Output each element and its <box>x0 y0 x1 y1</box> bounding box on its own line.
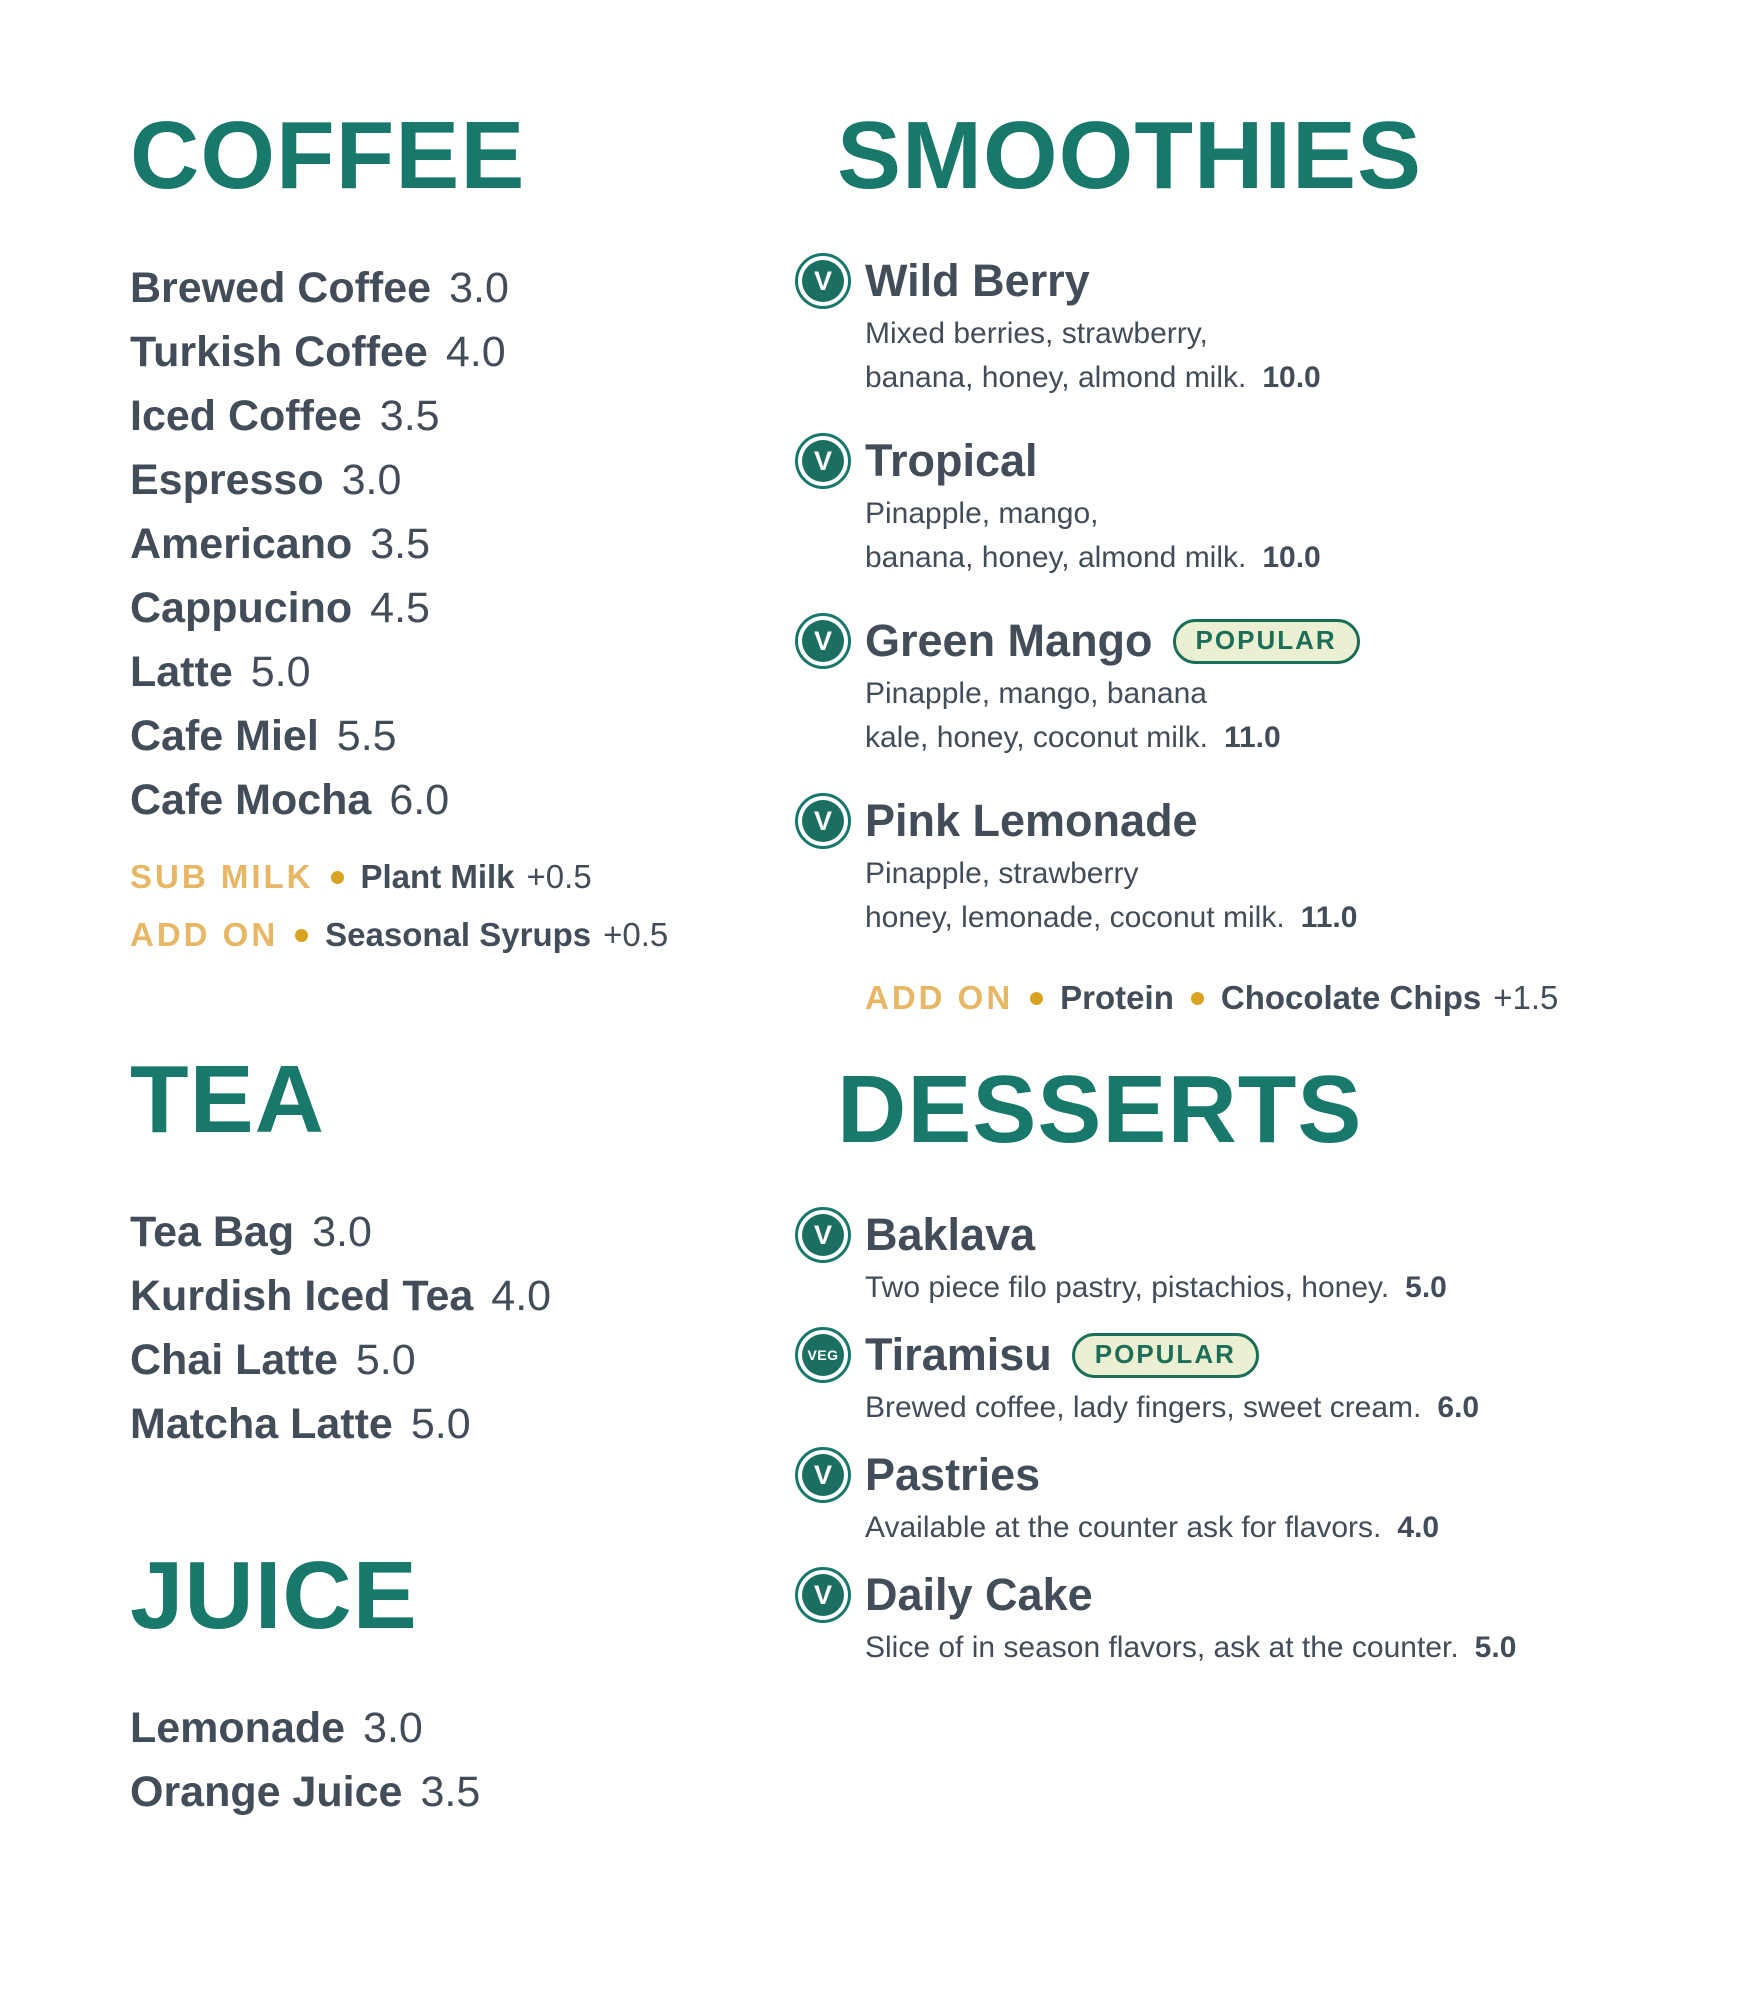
note-option: Protein <box>1060 979 1174 1016</box>
item-name: Tropical <box>865 435 1038 486</box>
coffee-heading: COFFEE <box>130 102 526 209</box>
vegan-icon <box>795 793 851 849</box>
menu-item <box>130 1264 690 1328</box>
juice-list <box>130 1696 690 1824</box>
description-line: honey, lemonade, coconut milk. <box>865 901 1285 934</box>
section-desserts <box>795 1056 1675 1687</box>
vegan-icon-letter: V <box>802 1574 844 1616</box>
vegan-icon <box>795 1207 851 1263</box>
item-name: Green Mango <box>865 615 1153 666</box>
item-price: 3.5 <box>379 392 440 440</box>
description-line: Two piece filo pastry, pistachios, honey. <box>865 1271 1390 1304</box>
item-name: Latte <box>130 648 233 696</box>
note-label: ADD ON <box>130 916 279 953</box>
note-price: +1.5 <box>1493 979 1559 1016</box>
description-line: Pinapple, strawberry <box>865 857 1139 890</box>
juice-heading: JUICE <box>130 1542 418 1649</box>
item-name: Tiramisu <box>865 1329 1052 1380</box>
smoothies-list <box>795 253 1625 937</box>
bullet-dot-icon <box>295 929 308 942</box>
item-name: Brewed Coffee <box>130 264 432 312</box>
item-price: 3.0 <box>341 456 402 504</box>
menu-item <box>130 1200 690 1264</box>
item-price: 5.5 <box>336 712 397 760</box>
section-juice <box>130 1542 690 1824</box>
vegan-icon <box>795 1447 851 1503</box>
section-smoothies <box>795 102 1625 1023</box>
item-price: 3.5 <box>370 520 431 568</box>
menu-item <box>130 1696 690 1760</box>
desserts-list <box>795 1207 1675 1667</box>
menu-item-described <box>795 433 1625 577</box>
menu-item-described <box>795 1327 1675 1427</box>
menu-item-described <box>795 1447 1675 1547</box>
item-price: 5.0 <box>1474 1631 1517 1664</box>
item-description <box>865 359 1625 397</box>
bullet-dot-icon <box>1191 992 1204 1005</box>
smoothies-heading: SMOOTHIES <box>837 102 1423 209</box>
item-price: 5.0 <box>250 648 311 696</box>
description-line: Slice of in season flavors, ask at the counter. <box>865 1631 1459 1664</box>
item-header <box>795 433 1625 489</box>
description-line: kale, honey, coconut milk. <box>865 721 1208 754</box>
item-description <box>865 1389 1675 1427</box>
menu-item <box>130 448 690 512</box>
item-description <box>865 495 1625 533</box>
menu-item <box>130 576 690 640</box>
popular-badge: POPULAR <box>1072 1333 1259 1378</box>
menu-item <box>130 1328 690 1392</box>
note-label: SUB MILK <box>130 858 314 895</box>
note-option: Plant Milk <box>360 858 515 895</box>
item-description <box>865 675 1625 713</box>
vegan-icon-letter: V <box>802 620 844 662</box>
vegan-icon-letter: V <box>802 1214 844 1256</box>
item-name: Chai Latte <box>130 1336 338 1384</box>
item-name: Cafe Miel <box>130 712 319 760</box>
item-name: Baklava <box>865 1209 1036 1260</box>
item-name: Turkish Coffee <box>130 328 428 376</box>
sub-milk-note <box>130 848 690 906</box>
item-name: Tea Bag <box>130 1208 295 1256</box>
vegetarian-icon <box>795 1327 851 1383</box>
menu-item <box>130 320 690 384</box>
description-line: Available at the counter ask for flavors. <box>865 1511 1382 1544</box>
item-price: 5.0 <box>410 1400 471 1448</box>
menu-item <box>130 640 690 704</box>
item-price: 5.0 <box>1405 1271 1447 1304</box>
item-name: Espresso <box>130 456 324 504</box>
item-description <box>865 899 1625 937</box>
item-price: 11.0 <box>1300 901 1358 934</box>
item-price: 3.5 <box>420 1768 481 1816</box>
item-header <box>795 1207 1675 1263</box>
item-name: Americano <box>130 520 353 568</box>
desserts-heading: DESSERTS <box>837 1056 1363 1163</box>
item-price: 6.0 <box>1437 1391 1480 1424</box>
item-price: 10.0 <box>1262 361 1321 394</box>
item-price: 6.0 <box>389 776 450 824</box>
add-on-note <box>130 906 690 964</box>
vegan-icon <box>795 1567 851 1623</box>
item-name: Cafe Mocha <box>130 776 372 824</box>
tea-list <box>130 1200 690 1456</box>
item-name: Iced Coffee <box>130 392 362 440</box>
coffee-list <box>130 256 690 832</box>
menu-item-described <box>795 1207 1675 1307</box>
menu-item <box>130 512 690 576</box>
description-line: banana, honey, almond milk. <box>865 361 1247 394</box>
item-name: Daily Cake <box>865 1569 1093 1620</box>
menu-item <box>130 1760 690 1824</box>
menu-item-described <box>795 793 1625 937</box>
vegan-icon <box>795 613 851 669</box>
item-name: Wild Berry <box>865 255 1090 306</box>
tea-heading: TEA <box>130 1046 325 1153</box>
bullet-dot-icon <box>331 871 344 884</box>
item-header <box>795 793 1625 849</box>
item-price: 4.0 <box>491 1272 552 1320</box>
item-header <box>795 1447 1675 1503</box>
section-coffee <box>130 102 690 964</box>
section-tea <box>130 1046 690 1456</box>
menu-item-described <box>795 613 1625 757</box>
vegan-icon-letter: V <box>802 260 844 302</box>
item-header <box>795 1567 1675 1623</box>
item-description <box>865 1269 1675 1307</box>
item-header <box>795 1327 1675 1383</box>
menu-item <box>130 384 690 448</box>
item-description <box>865 719 1625 757</box>
item-price: 10.0 <box>1262 541 1321 574</box>
menu-item <box>130 1392 690 1456</box>
vegan-icon <box>795 433 851 489</box>
item-price: 4.5 <box>370 584 430 632</box>
item-description <box>865 539 1625 577</box>
vegan-icon <box>795 253 851 309</box>
note-option: Chocolate Chips <box>1220 979 1482 1016</box>
item-description <box>865 1629 1675 1667</box>
coffee-notes <box>130 848 690 964</box>
menu-item-described <box>795 253 1625 397</box>
item-name: Kurdish Iced Tea <box>130 1272 474 1320</box>
item-header <box>795 613 1625 669</box>
item-price: 11.0 <box>1223 721 1281 754</box>
bullet-dot-icon <box>1030 992 1043 1005</box>
description-line: Pinapple, mango, <box>865 497 1099 530</box>
item-price: 5.0 <box>355 1336 416 1384</box>
smoothies-add-on <box>865 973 1625 1023</box>
item-description <box>865 855 1625 893</box>
item-name: Pastries <box>865 1449 1041 1500</box>
menu-item <box>130 704 690 768</box>
item-price: 4.0 <box>1397 1511 1440 1544</box>
description-line: Pinapple, mango, banana <box>865 677 1207 710</box>
item-name: Orange Juice <box>130 1768 403 1816</box>
item-price: 4.0 <box>445 328 506 376</box>
item-name: Lemonade <box>130 1704 346 1752</box>
note-label: ADD ON <box>865 979 1014 1016</box>
add-on-note <box>865 973 1625 1023</box>
item-description <box>865 1509 1675 1547</box>
item-description <box>865 315 1625 353</box>
item-price: 3.0 <box>363 1704 423 1752</box>
description-line: banana, honey, almond milk. <box>865 541 1247 574</box>
vegan-icon-letter: V <box>802 800 844 842</box>
menu-item <box>130 256 690 320</box>
menu-item-described <box>795 1567 1675 1667</box>
popular-badge: POPULAR <box>1173 619 1360 664</box>
vegan-icon-letter: V <box>802 440 844 482</box>
item-name: Cappucino <box>130 584 353 632</box>
note-price: +0.5 <box>526 858 592 895</box>
menu-item <box>130 768 690 832</box>
item-header <box>795 253 1625 309</box>
vegan-icon-letter: V <box>802 1454 844 1496</box>
vegetarian-icon-letters: VEG <box>802 1334 844 1376</box>
description-line: Mixed berries, strawberry, <box>865 317 1208 350</box>
item-name: Pink Lemonade <box>865 795 1198 846</box>
item-price: 3.0 <box>449 264 509 312</box>
note-price: +0.5 <box>603 916 669 953</box>
note-option: Seasonal Syrups <box>325 916 592 953</box>
item-price: 3.0 <box>312 1208 372 1256</box>
description-line: Brewed coffee, lady fingers, sweet cream. <box>865 1391 1422 1424</box>
item-name: Matcha Latte <box>130 1400 393 1448</box>
